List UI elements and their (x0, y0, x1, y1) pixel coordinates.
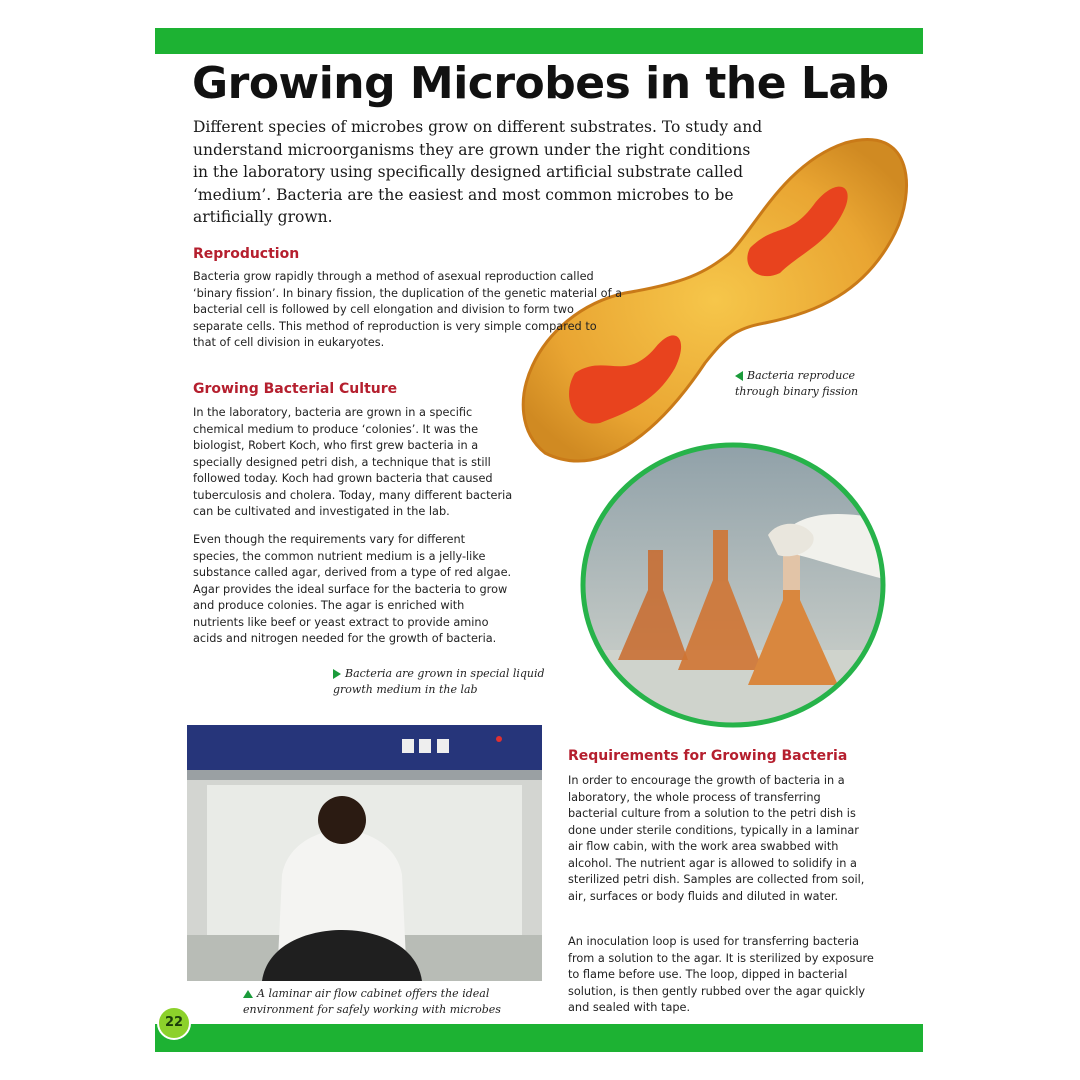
caption-arrow-icon (243, 990, 253, 998)
requirements-text-2: An inoculation loop is used for transferring bacteria from a solution to the agar. It is sterilized by exposure to flame before use. The loop, dipped in bacterial solution, is then gently rubbed over the agar quickly and sealed with tape. (568, 935, 874, 1014)
page-number-badge: 22 (157, 1006, 191, 1040)
laminar-cabinet-photo (187, 725, 542, 981)
requirements-text-1: In order to encourage the growth of bacteria in a laboratory, the whole process of transferring bacterial culture from a solution to the petri dish is done under sterile conditions, typically in a laminar air flow cabin, with the work area swabbed with alcohol. The nutrient agar is allowed to solidify in a sterilized petri dish. Samples are collected from soil, air, surfaces or body fluids and diluted in water. (568, 774, 865, 903)
caption-arrow-icon (333, 669, 341, 679)
cabinet-caption-text: A laminar air flow cabinet offers the ideal environment for safely working with microbes (243, 987, 501, 1016)
reproduction-heading: Reproduction (193, 246, 300, 262)
page-title: Growing Microbes in the Lab (192, 58, 889, 109)
cabinet-caption (243, 986, 503, 1018)
caption-arrow-icon (735, 371, 743, 381)
intro-paragraph: Different species of microbes grow on different substrates. To study and understand microorganisms they are grown under the right conditions in the laboratory using specifically designed artificial substrate called ‘medium’. Bacteria are the easiest and most common microbes to be artificially grown. (193, 118, 763, 226)
flasks-caption-text: Bacteria are grown in special liquid growth medium in the lab (333, 667, 545, 696)
culture-text-1: In the laboratory, bacteria are grown in a specific chemical medium to produce ‘colonies’. It was the biologist, Robert Koch, who first grew bacteria in a specially designed petri dish, a technique that is still followed today. Koch had grown bacteria that caused tuberculosis and cholera. Today, many different bacteria can be cultivated and investigated in the lab. (193, 406, 513, 518)
book-page (155, 28, 923, 1052)
fission-caption-text: Bacteria reproduce through binary fission (735, 369, 859, 398)
fission-caption (735, 368, 885, 400)
requirements-heading: Requirements for Growing Bacteria (568, 748, 848, 764)
reproduction-text: Bacteria grow rapidly through a method of asexual reproduction called ‘binary fission’. In binary fission, the duplication of the genetic material of a bacterial cell is followed by cell elongation and division to form two separate cells. This method of reproduction is very simple compared to that of cell division in eukaryotes. (193, 270, 623, 349)
flasks-photo (578, 440, 888, 730)
top-green-band (155, 28, 923, 54)
culture-heading: Growing Bacterial Culture (193, 381, 398, 397)
culture-text-2: Even though the requirements vary for different species, the common nutrient medium is a jelly-like substance called agar, derived from a type of red algae. Agar provides the ideal surface for the bacteria to grow and produce colonies. The agar is enriched with nutrients like beef or yeast extract to provide amino acids and nitrogen needed for the growth of bacteria. (193, 533, 512, 645)
bottom-green-band (155, 1024, 923, 1052)
flasks-caption (333, 666, 583, 698)
